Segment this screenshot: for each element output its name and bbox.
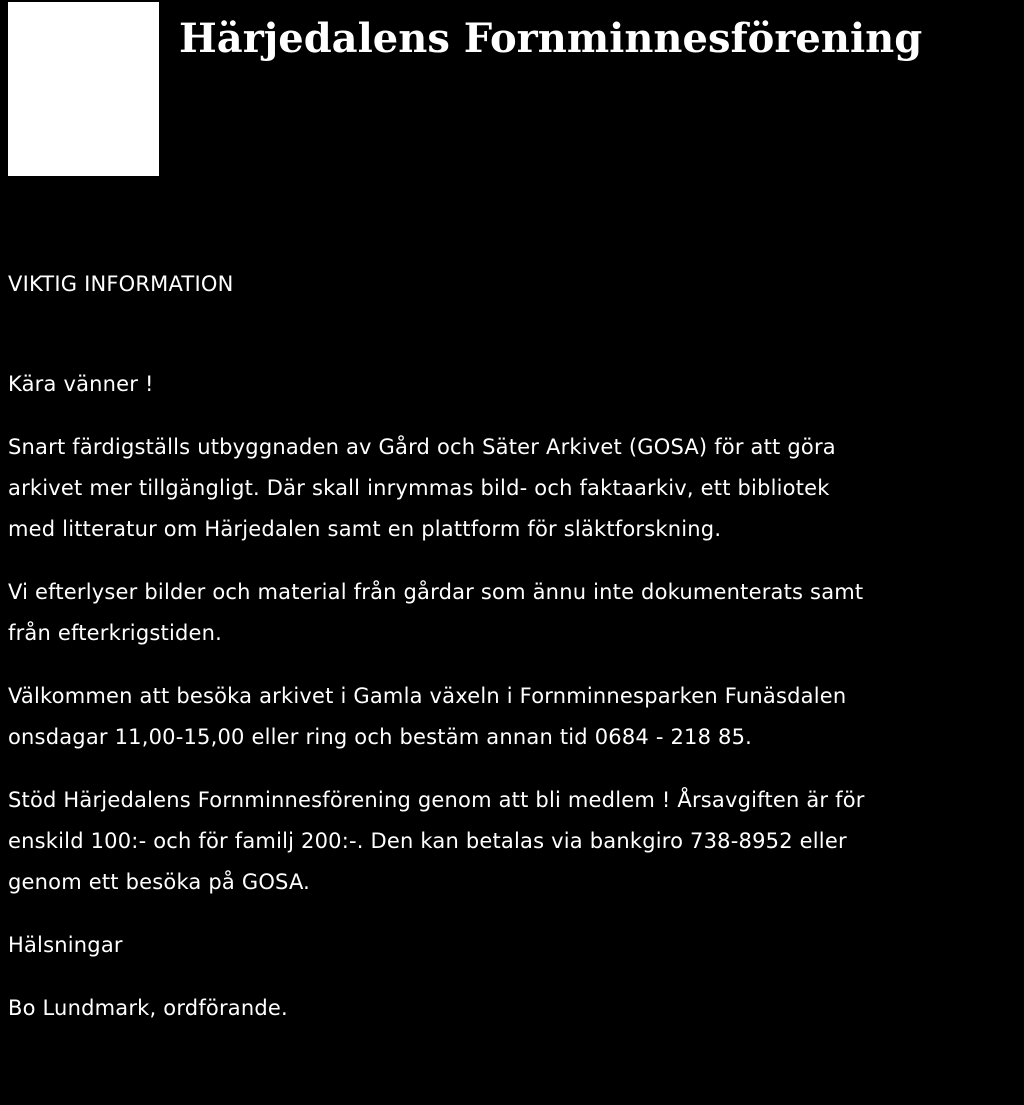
paragraph-line: med litteratur om Härjedalen samt en plattform för släktforskning. — [8, 517, 722, 541]
article-content — [8, 264, 1008, 1029]
paragraph-line: Snart färdigställs utbyggnaden av Gård och Säter Arkivet (GOSA) för att göra — [8, 435, 836, 459]
paragraph-line: genom ett besöka på GOSA. — [8, 870, 311, 894]
paragraph-line: arkivet mer tillgängligt. Där skall inrymmas bild- och faktaarkiv, ett bibliotek — [8, 476, 830, 500]
article-heading: VIKTIG INFORMATION — [8, 272, 234, 296]
paragraph — [8, 780, 1008, 903]
paragraph-line: Stöd Härjedalens Fornminnesförening genom att bli medlem ! Årsavgiften är för — [8, 788, 865, 812]
paragraph-line: Välkommen att besöka arkivet i Gamla växeln i Fornminnesparken Funäsdalen — [8, 684, 847, 708]
closing-text: Hälsningar — [8, 933, 123, 957]
paragraph — [8, 572, 1008, 654]
signature-text: Bo Lundmark, ordförande. — [8, 996, 288, 1020]
paragraph — [8, 676, 1008, 758]
paragraph-line: från efterkrigstiden. — [8, 621, 223, 645]
greeting-text: Kära vänner ! — [8, 372, 154, 396]
paragraph-line: onsdagar 11,00-15,00 eller ring och bestäm annan tid 0684 - 218 85. — [8, 725, 753, 749]
site-title: Härjedalens Fornminnesförening — [179, 15, 923, 62]
paragraph-line: Vi efterlyser bilder och material från gårdar som ännu inte dokumenterats samt — [8, 580, 864, 604]
paragraph — [8, 427, 1008, 550]
logo-image-placeholder — [8, 2, 159, 176]
paragraph-line: enskild 100:- och för familj 200:-. Den kan betalas via bankgiro 738-8952 eller — [8, 829, 847, 853]
